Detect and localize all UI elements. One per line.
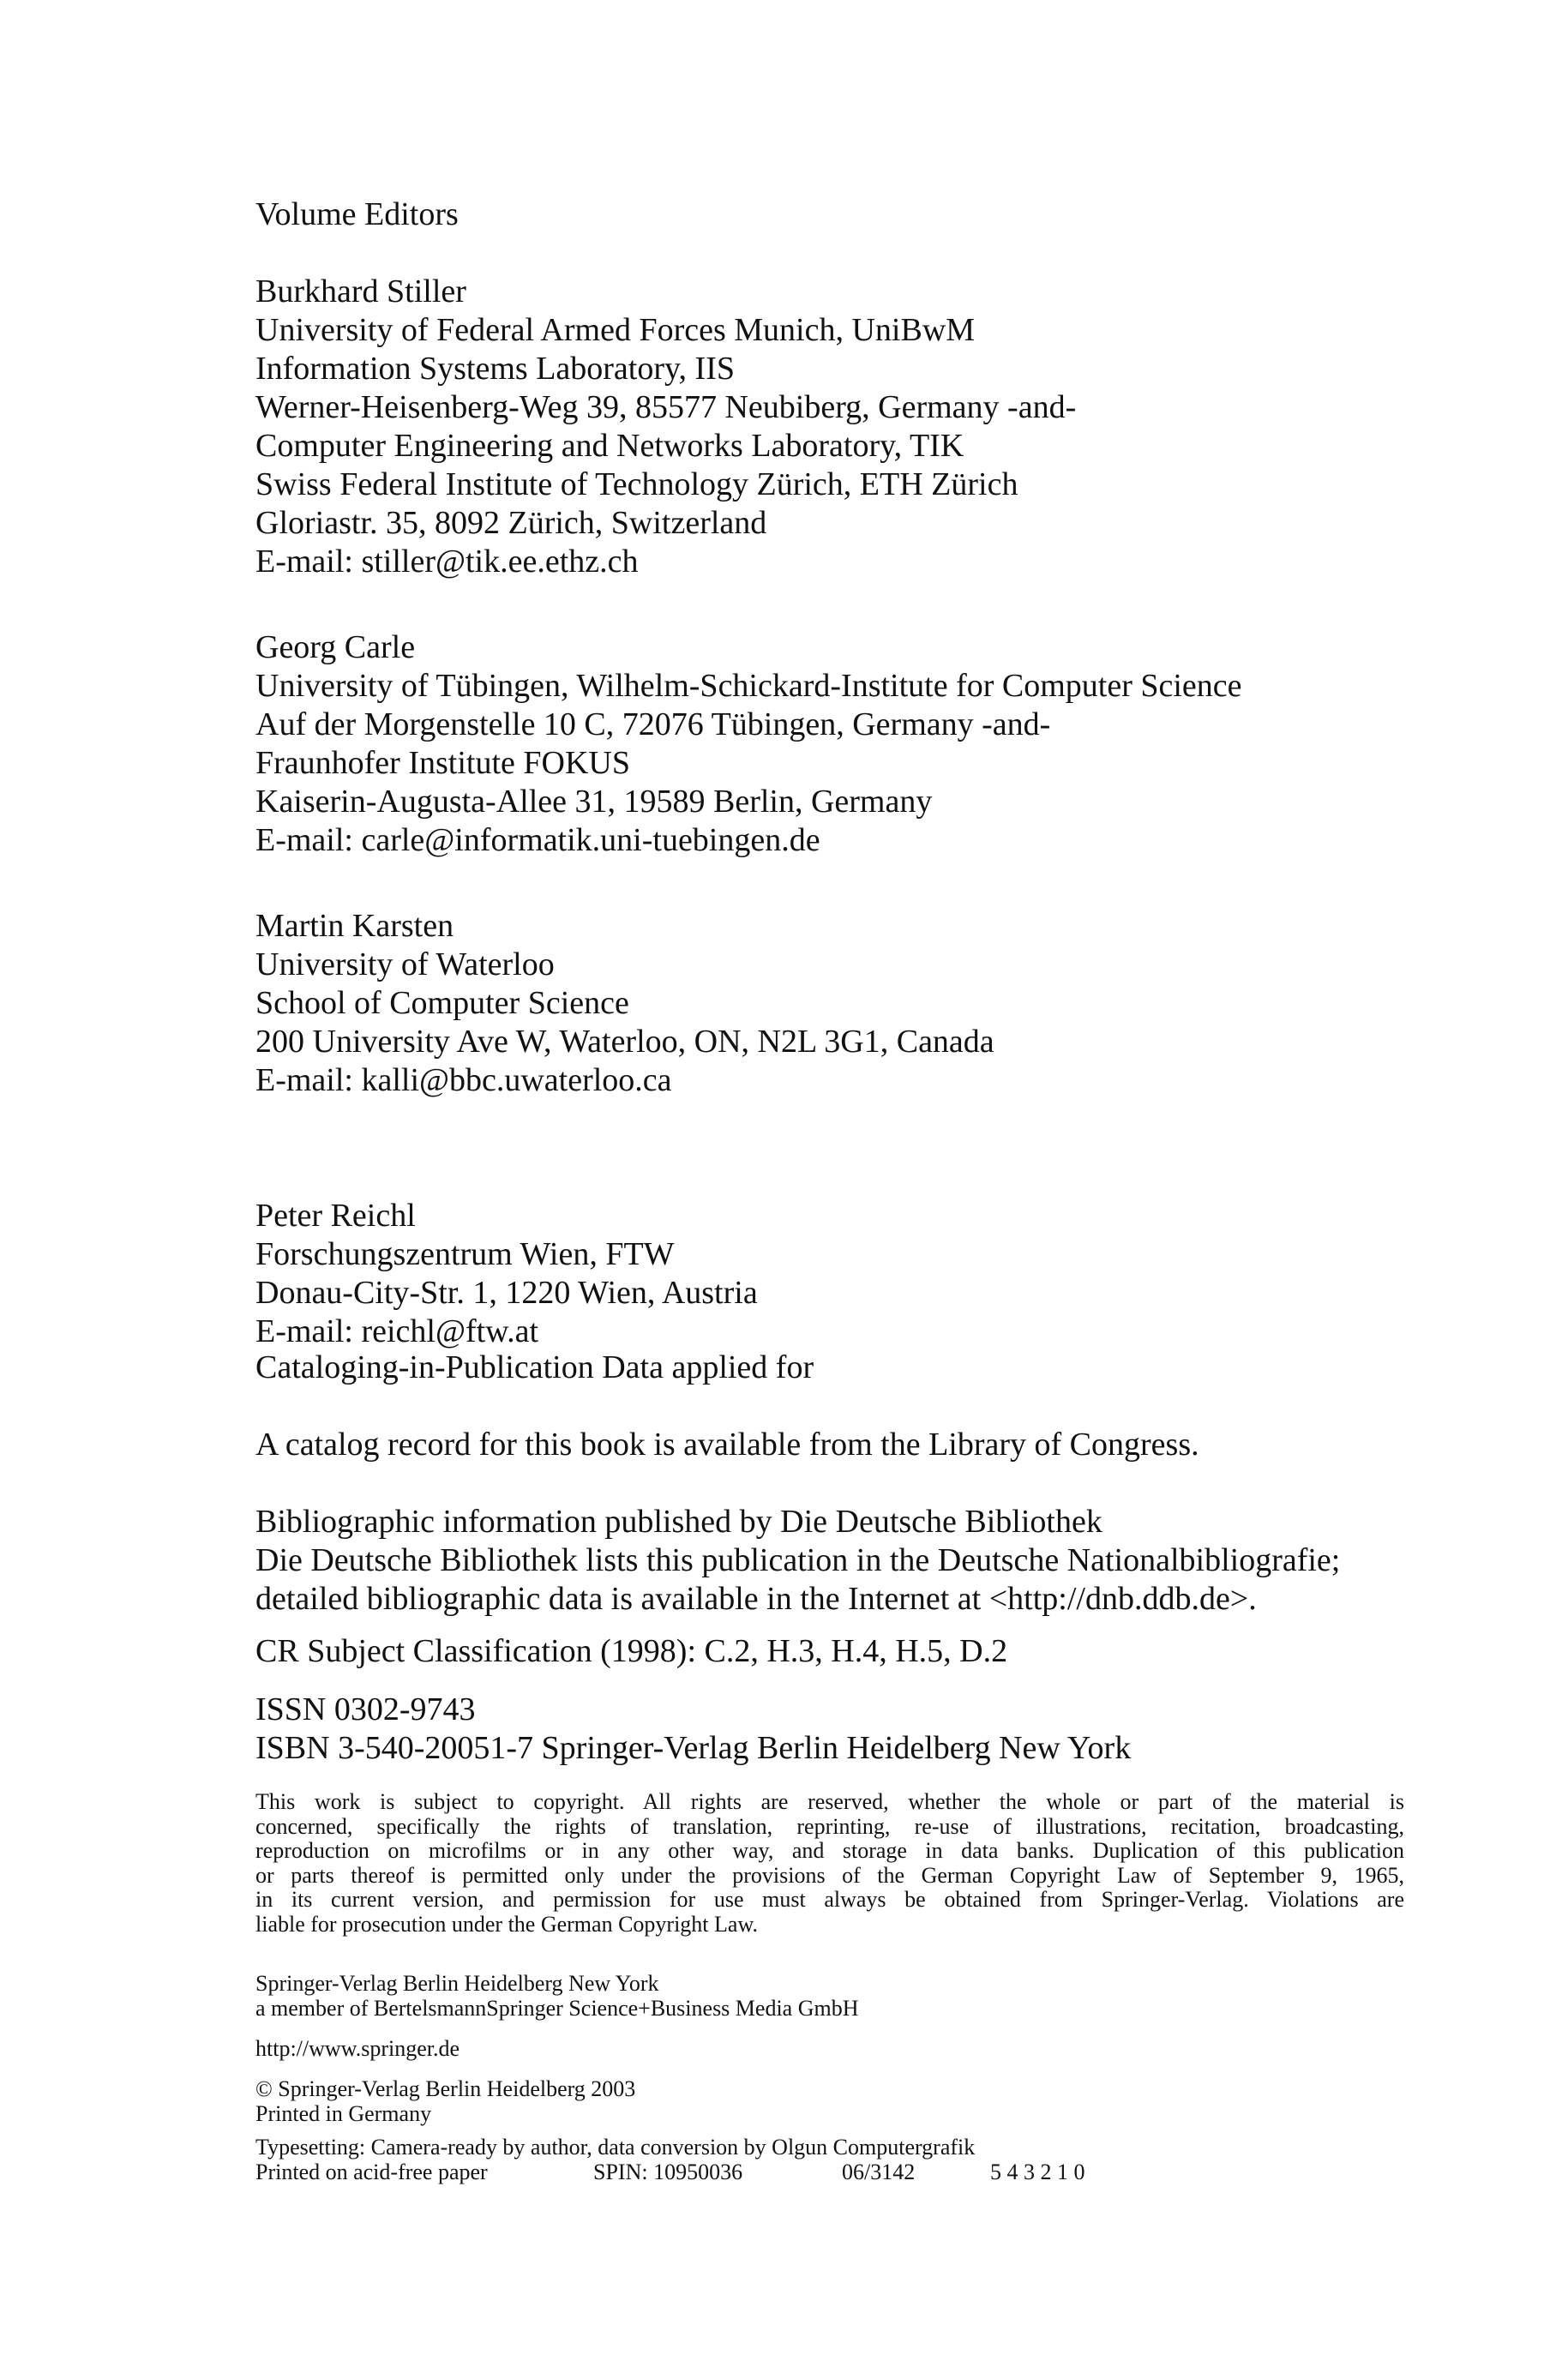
cip-line: Cataloging-in-Publication Data applied for xyxy=(255,1349,814,1385)
editor-affiliation: Computer Engineering and Networks Laboratory, TIK xyxy=(255,428,964,464)
editor-affiliation: School of Computer Science xyxy=(255,985,629,1021)
isbn: ISBN 3-540-20051-7 Springer-Verlag Berlin Heidelberg New York xyxy=(255,1730,1132,1766)
editor-block-carle xyxy=(255,628,1456,860)
editor-affiliation: Information Systems Laboratory, IIS xyxy=(255,351,735,387)
editor-name: Martin Karsten xyxy=(255,908,454,944)
printing-info xyxy=(255,2136,1456,2184)
editor-affiliation: University of Federal Armed Forces Munich, UniBwM xyxy=(255,312,976,348)
issn: ISSN 0302-9743 xyxy=(255,1691,476,1727)
print-code: 06/3142 xyxy=(842,2159,916,2184)
cr-classification: CR Subject Classification (1998): C.2, H.3, H.4, H.5, D.2 xyxy=(255,1633,1008,1669)
editor-name: Burkhard Stiller xyxy=(255,273,466,309)
editor-block-karsten xyxy=(255,907,1456,1100)
copyright-statement: © Springer-Verlag Berlin Heidelberg 2003 Printed in Germany xyxy=(255,2076,636,2126)
editor-address: 200 University Ave W, Waterloo, ON, N2L 3G1, Canada xyxy=(255,1024,994,1060)
editor-affiliation: University of Tübingen, Wilhelm-Schickard-Institute for Computer Science xyxy=(255,668,1242,704)
editor-email: E-mail: carle@informatik.uni-tuebingen.de xyxy=(255,822,820,858)
editor-address: Donau-City-Str. 1, 1220 Wien, Austria xyxy=(255,1275,758,1311)
editor-email: E-mail: reichl@ftw.at xyxy=(255,1313,539,1349)
publisher-info: Springer-Verlag Berlin Heidelberg New York a member of BertelsmannSpringer Science+Business Media GmbH xyxy=(255,1971,859,2021)
volume-editors-heading: Volume Editors xyxy=(255,196,459,232)
editor-name: Peter Reichl xyxy=(255,1198,416,1234)
editor-affiliation: Swiss Federal Institute of Technology Zürich, ETH Zürich xyxy=(255,466,1018,502)
publisher-url: http://www.springer.de xyxy=(255,2036,460,2061)
typesetting-line: Typesetting: Camera-ready by author, data conversion by Olgun Computergrafik xyxy=(255,2135,976,2160)
editor-name: Georg Carle xyxy=(255,629,416,665)
editor-address: Gloriastr. 35, 8092 Zürich, Switzerland xyxy=(255,505,767,541)
editor-email: E-mail: stiller@tik.ee.ethz.ch xyxy=(255,544,639,580)
editor-affiliation: University of Waterloo xyxy=(255,946,555,982)
print-sequence: 5 4 3 2 1 0 xyxy=(990,2159,1085,2184)
paper-note: Printed on acid-free paper xyxy=(255,2159,488,2184)
spin-number: SPIN: 10950036 xyxy=(593,2159,743,2184)
editor-address: Kaiserin-Augusta-Allee 31, 19589 Berlin, Germany xyxy=(255,784,933,820)
catalog-record-line: A catalog record for this book is available from the Library of Congress. xyxy=(255,1427,1199,1463)
copyright-notice: This work is subject to copyright. All rights are reserved, whether the whole or part of the material is concerned, specifically the rights of translation, reprinting, re-use of illustrations, recitation, broadcasting, reproduction on microfilms or in any other way, and storage in data banks. Duplication of this publication or parts thereof is permitted only under the provisions of the German Copyright Law of September 9, 1965, in its current version, and permission for use must always be obtained from Springer-Verlag. Violations are liable for prosecution under the German Copyright Law. xyxy=(255,1789,1404,1937)
editor-block-reichl xyxy=(255,1197,1456,1351)
editor-address: Werner-Heisenberg-Weg 39, 85577 Neubiberg, Germany -and- xyxy=(255,389,1077,425)
printing-row xyxy=(255,2160,1456,2185)
editor-email: E-mail: kalli@bbc.uwaterloo.ca xyxy=(255,1062,672,1098)
editor-block-stiller xyxy=(255,273,1456,581)
bibliographic-info: Bibliographic information published by Die Deutsche Bibliothek Die Deutsche Bibliothek lists this publication in the Deutsche Nationalbibliografie; detailed bibliographic data is available in the Internet at <http://dnb.ddb.de>. xyxy=(255,1504,1341,1617)
editor-affiliation: Fraunhofer Institute FOKUS xyxy=(255,745,630,781)
editor-address: Auf der Morgenstelle 10 C, 72076 Tübingen, Germany -and- xyxy=(255,706,1051,742)
issn-isbn xyxy=(255,1691,1456,1768)
editor-affiliation: Forschungszentrum Wien, FTW xyxy=(255,1236,675,1272)
